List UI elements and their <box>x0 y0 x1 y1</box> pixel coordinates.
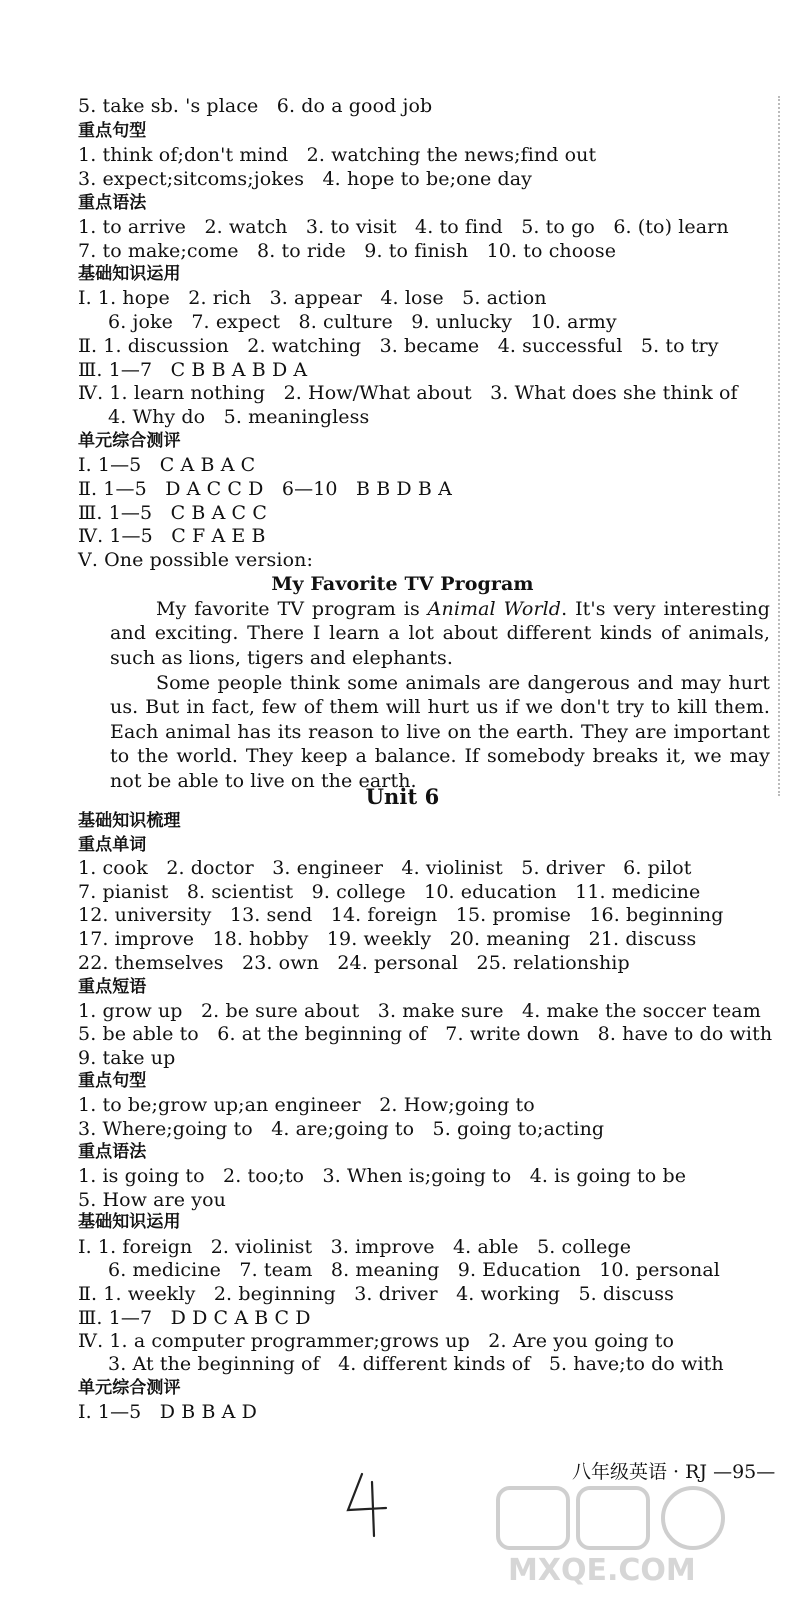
answer-line: 1. think of;don't mind 2. watching the news;find out <box>78 144 597 166</box>
answer-line: Ⅱ. 1—5 D A C C D 6—10 B B D B A <box>78 478 452 500</box>
essay-p2-text: Some people think some animals are dangerous and may hurt us. But in fact, few of them will hurt us if we don't try to kill them. Each animal has its reason to live on the earth. They are important to the world. They keep a balance. If somebody breaks it, we may not be able to live on the earth. <box>110 672 770 792</box>
margin-dotted-line <box>778 96 780 796</box>
answer-line: Ⅰ. 1. foreign 2. violinist 3. improve 4. able 5. college <box>78 1236 632 1258</box>
answer-line: 1. grow up 2. be sure about 3. make sure 4. make the soccer team <box>78 1000 761 1022</box>
unit-title: Unit 6 <box>365 784 440 809</box>
essay-title: My Favorite TV Program <box>271 573 534 595</box>
answer-line: Ⅳ. 1. a computer programmer;grows up 2. Are you going to <box>78 1330 675 1352</box>
answer-line: 5. be able to 6. at the beginning of 7. write down 8. have to do with <box>78 1023 773 1045</box>
answer-line: 7. pianist 8. scientist 9. college 10. education 11. medicine <box>78 881 701 903</box>
page-footer: 八年级英语 · RJ —95— <box>572 1461 776 1483</box>
section-heading: 基础知识运用 <box>78 1212 181 1232</box>
answer-line: 3. Where;going to 4. are;going to 5. going to;acting <box>78 1118 605 1140</box>
essay-paragraph-1 <box>110 597 770 670</box>
section-heading: 重点句型 <box>78 1071 147 1091</box>
answer-line: 3. expect;sitcoms;jokes 4. hope to be;one day <box>78 168 532 190</box>
answer-line: 22. themselves 23. own 24. personal 25. relationship <box>78 952 630 974</box>
svg-text:MXQE.COM: MXQE.COM <box>508 1553 696 1588</box>
answer-line: Ⅱ. 1. discussion 2. watching 3. became 4. successful 5. to try <box>78 335 719 357</box>
essay-paragraph-2 <box>110 671 770 793</box>
answer-line: Ⅰ. 1—5 D B B A D <box>78 1401 257 1423</box>
answer-line: Ⅰ. 1. hope 2. rich 3. appear 4. lose 5. action <box>78 287 547 309</box>
answer-line: 5. take sb. 's place 6. do a good job <box>78 95 433 117</box>
answer-line: Ⅴ. One possible version: <box>78 549 313 571</box>
answer-line: Ⅳ. 1. learn nothing 2. How/What about 3. What does she think of <box>78 382 738 404</box>
answer-line: Ⅲ. 1—7 C B B A B D A <box>78 359 308 381</box>
section-heading: 重点单词 <box>78 835 147 855</box>
answer-line: 17. improve 18. hobby 19. weekly 20. meaning 21. discuss <box>78 928 697 950</box>
essay-program-name: Animal World <box>427 598 562 620</box>
answer-line: 1. to arrive 2. watch 3. to visit 4. to find 5. to go 6. (to) learn <box>78 216 729 238</box>
section-heading: 单元综合测评 <box>78 1378 181 1398</box>
section-heading: 基础知识运用 <box>78 264 181 284</box>
answer-line: 6. joke 7. expect 8. culture 9. unlucky 10. army <box>108 311 617 333</box>
section-heading: 基础知识梳理 <box>78 811 181 831</box>
section-heading: 单元综合测评 <box>78 431 181 451</box>
essay-p1-rest: . It's very interesting and exciting. There I learn a lot about different kinds of animals, such as lions, tigers and elephants. <box>110 598 770 669</box>
section-heading: 重点语法 <box>78 193 147 213</box>
watermark-logo <box>488 1480 793 1590</box>
section-heading: 重点句型 <box>78 121 147 141</box>
answer-line: 3. At the beginning of 4. different kinds of 5. have;to do with <box>108 1353 724 1375</box>
answer-line: Ⅳ. 1—5 C F A E B <box>78 525 266 547</box>
answer-line: Ⅲ. 1—7 D D C A B C D <box>78 1307 311 1329</box>
handwritten-mark <box>340 1470 400 1540</box>
answer-line: 5. How are you <box>78 1189 226 1211</box>
answer-line: 6. medicine 7. team 8. meaning 9. Education 10. personal <box>108 1259 720 1281</box>
answer-line: 12. university 13. send 14. foreign 15. promise 16. beginning <box>78 904 724 926</box>
answer-line: 7. to make;come 8. to ride 9. to finish 10. to choose <box>78 240 617 262</box>
essay-p1-start: My favorite TV program is <box>156 598 428 620</box>
answer-line: 1. cook 2. doctor 3. engineer 4. violinist 5. driver 6. pilot <box>78 857 692 879</box>
answer-line: 4. Why do 5. meaningless <box>108 406 370 428</box>
answer-line: 1. to be;grow up;an engineer 2. How;going to <box>78 1094 535 1116</box>
answer-line: Ⅰ. 1—5 C A B A C <box>78 454 256 476</box>
answer-line: Ⅱ. 1. weekly 2. beginning 3. driver 4. working 5. discuss <box>78 1283 675 1305</box>
section-heading: 重点短语 <box>78 977 147 997</box>
answer-line: 1. is going to 2. too;to 3. When is;going to 4. is going to be <box>78 1165 687 1187</box>
answer-line: Ⅲ. 1—5 C B A C C <box>78 502 267 524</box>
section-heading: 重点语法 <box>78 1142 147 1162</box>
answer-line: 9. take up <box>78 1047 176 1069</box>
